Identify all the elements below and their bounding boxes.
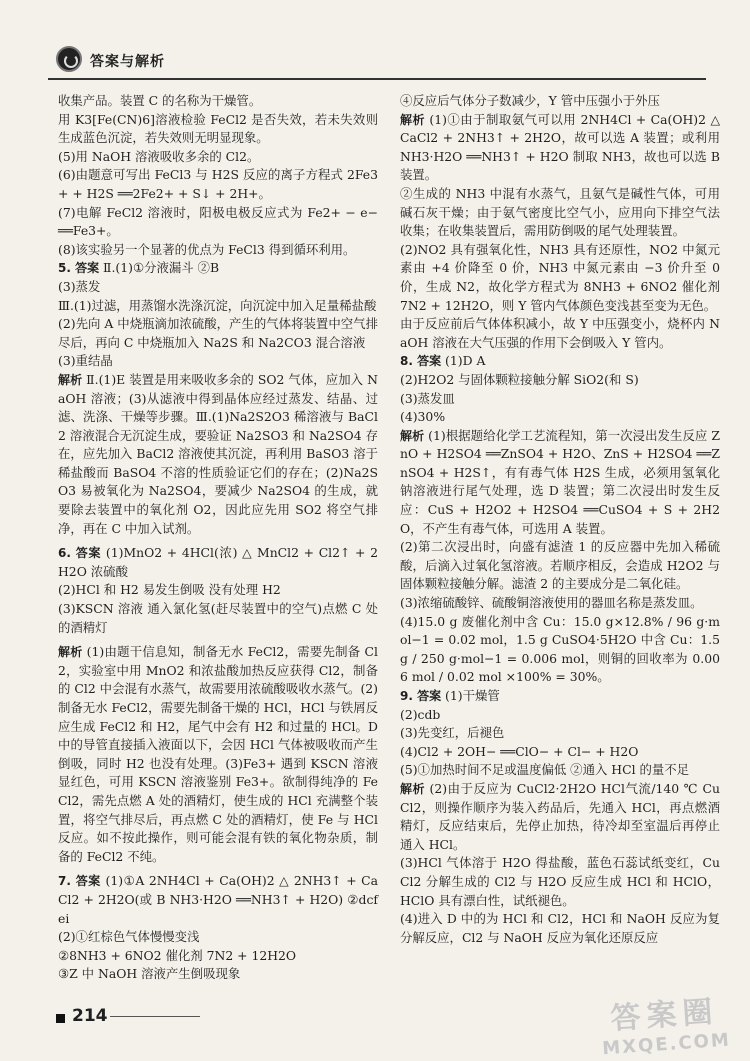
header-title: 答案与解析 [90, 54, 165, 70]
paragraph-text: (1)MnO2 + 4HCl(浓) △ MnCl2 + Cl2↑ + 2H2O 浓硫酸 [58, 545, 378, 579]
paragraph-lead: 6. 答案 [58, 546, 102, 561]
watermark-line-1: 答案圈 [609, 994, 720, 1037]
paragraph-lead: 8. 答案 [400, 354, 442, 369]
right-column [400, 92, 720, 947]
paragraph-lead: 解析 [400, 781, 426, 796]
paragraph [58, 643, 378, 866]
footer-square-icon [56, 1014, 65, 1023]
paragraph [400, 427, 720, 539]
paragraph: (2)第二次浸出时，向盛有滤渣 1 的反应器中先加入稀硫酸，后滴入过氧化氢溶液。若顺序相反，会造成 H2O2 与固体颗粒接触分解。滤渣 2 的主要成分是二氧化硅。 [400, 539, 720, 592]
paragraph-lead: 解析 [58, 645, 83, 660]
paragraph: 收集产品。装置 C 的名称为干燥管。 [58, 93, 262, 108]
paragraph [58, 872, 378, 928]
paragraph: (5)①加热时间不足或温度偏低 ②通入 HCl 的量不足 [400, 762, 690, 778]
watermark-logo [598, 986, 732, 1059]
footer-divider [110, 1016, 200, 1017]
paragraph [400, 352, 720, 371]
paragraph: ③Z 中 NaOH 溶液产生倒吸现象 [58, 966, 241, 982]
paragraph [58, 371, 378, 538]
paragraph: (3)重结晶 [58, 353, 113, 369]
paragraph: (2)①红棕色气体慢慢变浅 [58, 929, 200, 945]
paragraph: 由于反应前后气体体积减小，故 Y 中压强变小，烧杯内 NaOH 溶液在大气压强的作用下会倒吸入 Y 管内。 [400, 316, 720, 350]
paragraph: (4)进入 D 中的为 HCl 和 Cl2，HCl 和 NaOH 反应为复分解反应，Cl2 与 NaOH 反应为氧化还原反应 [400, 911, 720, 945]
paragraph: (3)浓缩硫酸锌、硫酸铜溶液使用的器皿名称是蒸发皿。 [400, 595, 703, 611]
paragraph-lead: 解析 [400, 428, 425, 443]
watermark-line-2: MXQE.COM [601, 1029, 732, 1060]
paragraph: (6)由题意可写出 FeCl3 与 H2S 反应的离子方程式 2Fe3+ + H2S ══2Fe2+ + S↓ + 2H+。 [58, 167, 378, 201]
paragraph-lead: 解析 [58, 372, 83, 387]
paragraph-text: (2)由于反应为 CuCl2·2H2O HCl气流/140 ℃ CuCl2，则操作顺序为装入药品后，先通入 HCl，再点燃酒精灯，反应结束后，先停止加热，待冷却至室温后再停止通入 HCl。 [400, 780, 720, 852]
paragraph-text: Ⅱ.(1)①分液漏斗 ②B [99, 260, 220, 276]
paragraph: ④反应后气体分子数减少，Y 管中压强小于外压 [400, 93, 660, 108]
paragraph [400, 780, 720, 854]
paragraph [58, 544, 378, 581]
paragraph-lead: 解析 [400, 112, 425, 127]
paragraph-text: Ⅱ.(1)E 装置是用来吸收多余的 SO2 气体，应加入 NaOH 溶液；(3)从滤液中得到晶体应经过蒸发、结晶、过滤、洗涤、干燥等步骤。Ⅲ.(1)Na2S2O3 稀溶液与 BaCl2 溶液混合无沉淀生成，要验证 Na2SO3 和 Na2SO4 存在，应先加入 BaCl2 溶液使其沉淀，再利用 BaSO3 溶于稀盐酸而 BaSO4 不溶的性质验证它们的存在；(2)Na2SO3 易被氧化为 Na2SO4，要减少 Na2SO4 的生成，就要除去装置中的氧化剂 O2，因此应先用 SO2 将空气排净，再在 C 中加入试剂。 [58, 371, 378, 536]
paragraph: (4)15.0 g 废催化剂中含 Cu：15.0 g×12.8% / 96 g·mol−1 = 0.02 mol，1.5 g CuSO4·5H2O 中含 Cu：1.5 g / 250 g·mol−1 = 0.006 mol，则铜的回收率为 0.006 mol / 0.02 mol ×100% = 30%。 [400, 613, 720, 685]
paragraph-text: (1)由题干信息知，制备无水 FeCl2，需要先制备 Cl2，实验室中用 MnO2 和浓盐酸加热反应获得 Cl2，制备的 Cl2 中会混有水蒸气，故需要用浓硫酸吸收水蒸气。(2)制备无水 FeCl2，需要先制备干燥的 HCl，HCl 与铁屑反应生成 FeCl2 和 H2，尾气中会有 H2 和过量的 HCl。D 中的导管直接插入液面以下，会因 HCl 气体被吸收而产生倒吸，同时 H2 也没有处理。(3)Fe3+ 遇到 KSCN 溶液显红色，可用 KSCN 溶液鉴别 Fe3+。欲制得纯净的 FeCl2，需先点燃 A 处的酒精灯，使生成的 HCl 充满整个装置，将空气排尽后，再点燃 C 处的酒精灯，使 Fe 与 HCl 反应。如不按此操作，则可能会混有铁的氧化物杂质，制备的 FeCl2 不纯。 [58, 644, 378, 864]
page-header [48, 44, 706, 80]
paragraph: Ⅲ.(1)过滤，用蒸馏水洗涤沉淀，向沉淀中加入足量稀盐酸 [58, 297, 377, 313]
paragraph: (3)蒸发皿 [400, 390, 455, 406]
paragraph: (7)电解 FeCl2 溶液时，阳极电极反应式为 Fe2+ − e− ══Fe3+。 [58, 204, 378, 239]
paragraph-text: (1)干燥管 [441, 688, 500, 703]
paragraph: (2)先向 A 中烧瓶滴加浓硫酸，产生的气体将装置中空气排尽后，再向 C 中烧瓶加入 Na2S 和 Na2CO3 混合溶液 [58, 316, 378, 350]
paragraph: (3)HCl 气体溶于 H2O 得盐酸，蓝色石蕊试纸变红，CuCl2 分解生成的 Cl2 与 H2O 反应生成 HCl 和 HClO，HClO 具有漂白性，试纸褪色。 [400, 855, 720, 908]
paragraph: (3)蒸发 [58, 278, 101, 294]
paragraph: ②8NH3 + 6NO2 催化剂 7N2 + 12H2O [58, 947, 297, 963]
paragraph: (2)H2O2 与固体颗粒接触分解 SiO2(和 S) [400, 371, 639, 387]
paragraph: (3)KSCN 溶液 通入氯化氢(赶尽装置中的空气)点燃 C 处的酒精灯 [58, 601, 378, 635]
paragraph: (5)用 NaOH 溶液吸收多余的 Cl2。 [58, 148, 260, 164]
paragraph-text: (1)①由于制取氨气可以用 2NH4Cl + Ca(OH)2 △ CaCl2 + 2NH3↑ + 2H2O，故可以选 A 装置；或利用 NH3·H2O ══NH3↑ + H2O 制取 NH3，故也可以选 B 装置。 [400, 111, 720, 183]
paragraph: (3)先变红，后褪色 [400, 725, 505, 741]
paragraph: (8)该实验另一个显著的优点为 FeCl3 得到循环利用。 [58, 241, 356, 257]
paragraph: (2)cdb [400, 706, 441, 722]
page-number: 214 [72, 1006, 108, 1026]
book-logo-icon [56, 46, 82, 72]
paragraph [400, 111, 720, 185]
paragraph: 用 K3[Fe(CN)6]溶液检验 FeCl2 是否失效，若未失效则生成蓝色沉淀，若失效则无明显现象。 [58, 111, 378, 146]
paragraph: (4)Cl2 + 2OH− ══ClO− + Cl− + H2O [400, 743, 639, 759]
paragraph: (2)NO2 具有强氧化性，NH3 具有还原性，NO2 中氮元素由 +4 价降至 0 价，NH3 中氮元素由 −3 价升至 0 价，生成 N2，故化学方程式为 8NH3 + 6NO2 催化剂 7N2 + 12H2O，则 Y 管内气体颜色变浅甚至变为无色。 [400, 241, 720, 313]
paragraph-text: (1)D A [441, 353, 486, 369]
paragraph-lead: 9. 答案 [400, 689, 442, 703]
paragraph: (4)30% [400, 409, 446, 425]
paragraph-text: (1)根据题给化学工艺流程知，第一次浸出发生反应 ZnO + H2SO4 ══ZnSO4 + H2O、ZnS + H2SO4 ══ZnSO4 + H2S↑，有有毒气体 H2S 生成，必须用氢氧化钠溶液进行尾气处理，选 D 装置；第二次浸出时发生反应：CuS + H2O2 + H2SO4 ══CuSO4 + S + 2H2O，不产生有毒气体，可选用 A 装置。 [400, 427, 720, 536]
paragraph-lead: 5. 答案 [58, 261, 100, 276]
paragraph: (2)HCl 和 H2 易发生倒吸 没有处理 H2 [58, 582, 281, 598]
left-column [58, 92, 378, 984]
paragraph: ②生成的 NH3 中混有水蒸气，且氨气是碱性气体，可用碱石灰干燥；由于氨气密度比空气小，应用向下排空气法收集；在收集装置后，需用防倒吸的尾气处理装置。 [400, 185, 720, 239]
paragraph-lead: 7. 答案 [58, 874, 101, 889]
paragraph-text: (1)①A 2NH4Cl + Ca(OH)2 △ 2NH3↑ + CaCl2 + 2H2O(或 B NH3·H2O ══NH3↑ + H2O) ②dcfei [58, 873, 378, 926]
paragraph [400, 687, 720, 706]
paragraph [58, 259, 378, 278]
